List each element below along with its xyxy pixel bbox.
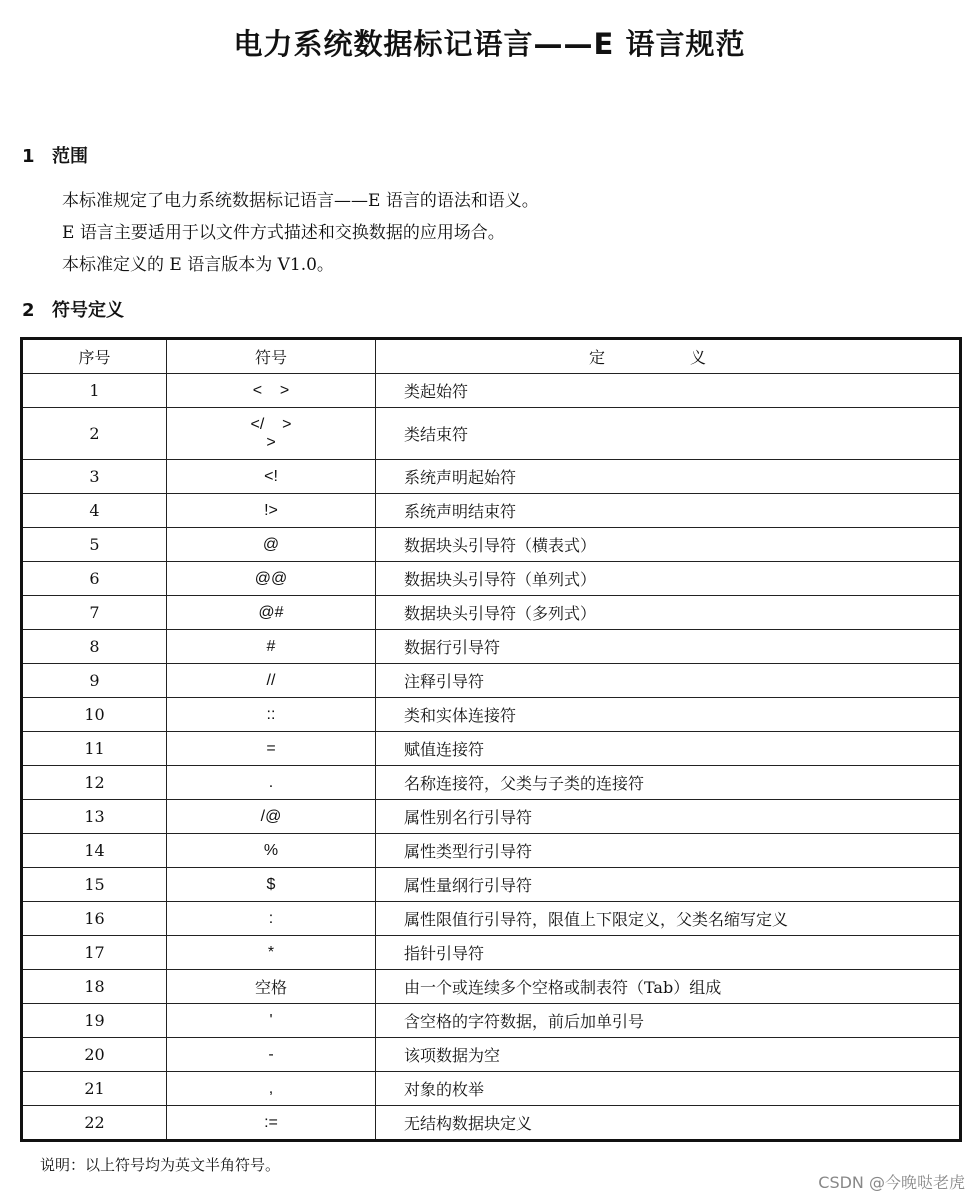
header-definition: 定 义 (376, 339, 961, 374)
row-number: 8 (22, 630, 167, 664)
table-row (22, 596, 961, 630)
row-definition: 对象的枚举 (376, 1072, 961, 1106)
paragraph: 本标准定义的 E 语言版本为 V1.0。 (62, 255, 334, 275)
watermark: CSDN @今晚哒老虎 (818, 1173, 965, 1192)
row-number: 3 (22, 460, 167, 494)
row-symbol: < > (167, 374, 376, 408)
section-title: 范围 (52, 146, 88, 167)
table-row (22, 970, 961, 1004)
note: 说明：以上符号均为英文半角符号。 (40, 1156, 281, 1174)
row-number: 13 (22, 800, 167, 834)
row-definition: 数据块头引导符（单列式） (376, 562, 961, 596)
row-number: 5 (22, 528, 167, 562)
row-number: 22 (22, 1106, 167, 1141)
row-symbol: = (167, 732, 376, 766)
row-symbol: <! (167, 460, 376, 494)
section-1-heading (22, 142, 88, 168)
row-number: 17 (22, 936, 167, 970)
row-number: 16 (22, 902, 167, 936)
row-definition: 属性限值行引导符，限值上下限定义，父类名缩写定义 (376, 902, 961, 936)
table-row (22, 902, 961, 936)
row-definition: 无结构数据块定义 (376, 1106, 961, 1141)
row-definition: 指针引导符 (376, 936, 961, 970)
row-definition: 数据块头引导符（多列式） (376, 596, 961, 630)
row-number: 18 (22, 970, 167, 1004)
table-row (22, 868, 961, 902)
row-number: 19 (22, 1004, 167, 1038)
paragraph: E 语言主要适用于以文件方式描述和交换数据的应用场合。 (62, 223, 505, 243)
row-definition: 属性类型行引导符 (376, 834, 961, 868)
row-symbol: :: (167, 698, 376, 732)
section-2-heading (22, 296, 124, 322)
row-number: 12 (22, 766, 167, 800)
row-symbol: @# (167, 596, 376, 630)
row-number: 21 (22, 1072, 167, 1106)
row-symbol: # (167, 630, 376, 664)
table-row (22, 460, 961, 494)
row-definition: 含空格的字符数据，前后加单引号 (376, 1004, 961, 1038)
row-definition: 属性别名行引导符 (376, 800, 961, 834)
row-number: 11 (22, 732, 167, 766)
header-symbol: 符号 (167, 339, 376, 374)
row-definition: 系统声明起始符 (376, 460, 961, 494)
row-symbol: @@ (167, 562, 376, 596)
table-row (22, 664, 961, 698)
table-row (22, 800, 961, 834)
row-definition: 系统声明结束符 (376, 494, 961, 528)
document-title: 电力系统数据标记语言——E 语言规范 (233, 27, 746, 61)
row-symbol: !> (167, 494, 376, 528)
row-definition: 类和实体连接符 (376, 698, 961, 732)
section-number: 2 (22, 300, 35, 321)
table-row (22, 562, 961, 596)
table-row (22, 1004, 961, 1038)
row-symbol: - (167, 1038, 376, 1072)
row-definition: 类结束符 (376, 408, 961, 460)
row-symbol: * (167, 936, 376, 970)
row-symbol: ' (167, 1004, 376, 1038)
table-row (22, 834, 961, 868)
row-number: 7 (22, 596, 167, 630)
row-definition: 赋值连接符 (376, 732, 961, 766)
row-definition: 类起始符 (376, 374, 961, 408)
row-symbol: @ (167, 528, 376, 562)
row-symbol: 空格 (167, 970, 376, 1004)
table-row (22, 528, 961, 562)
row-symbol: := (167, 1106, 376, 1141)
row-number: 9 (22, 664, 167, 698)
row-number: 14 (22, 834, 167, 868)
row-number: 2 (22, 408, 167, 460)
row-symbol: : (167, 902, 376, 936)
table-row (22, 1072, 961, 1106)
table-row (22, 766, 961, 800)
header-no: 序号 (22, 339, 167, 374)
row-symbol: </ > > (167, 408, 376, 460)
row-definition: 注释引导符 (376, 664, 961, 698)
row-symbol: /@ (167, 800, 376, 834)
paragraph: 本标准规定了电力系统数据标记语言——E 语言的语法和语义。 (62, 191, 539, 211)
symbol-definition-table (20, 337, 962, 1142)
row-symbol: // (167, 664, 376, 698)
row-number: 20 (22, 1038, 167, 1072)
table-row (22, 408, 961, 460)
row-definition: 数据行引导符 (376, 630, 961, 664)
row-number: 1 (22, 374, 167, 408)
table-row (22, 1038, 961, 1072)
row-number: 6 (22, 562, 167, 596)
row-number: 4 (22, 494, 167, 528)
row-definition: 数据块头引导符（横表式） (376, 528, 961, 562)
row-symbol: $ (167, 868, 376, 902)
table-row (22, 630, 961, 664)
table-row (22, 1106, 961, 1141)
row-number: 15 (22, 868, 167, 902)
table-row (22, 732, 961, 766)
row-definition: 属性量纲行引导符 (376, 868, 961, 902)
section-number: 1 (22, 146, 35, 167)
row-symbol: % (167, 834, 376, 868)
row-number: 10 (22, 698, 167, 732)
section-title: 符号定义 (52, 300, 124, 321)
table-row (22, 698, 961, 732)
table-row (22, 936, 961, 970)
row-symbol: , (167, 1072, 376, 1106)
table-row (22, 494, 961, 528)
row-definition: 名称连接符，父类与子类的连接符 (376, 766, 961, 800)
row-definition: 由一个或连续多个空格或制表符（Tab）组成 (376, 970, 961, 1004)
table-row (22, 374, 961, 408)
row-symbol: . (167, 766, 376, 800)
row-definition: 该项数据为空 (376, 1038, 961, 1072)
